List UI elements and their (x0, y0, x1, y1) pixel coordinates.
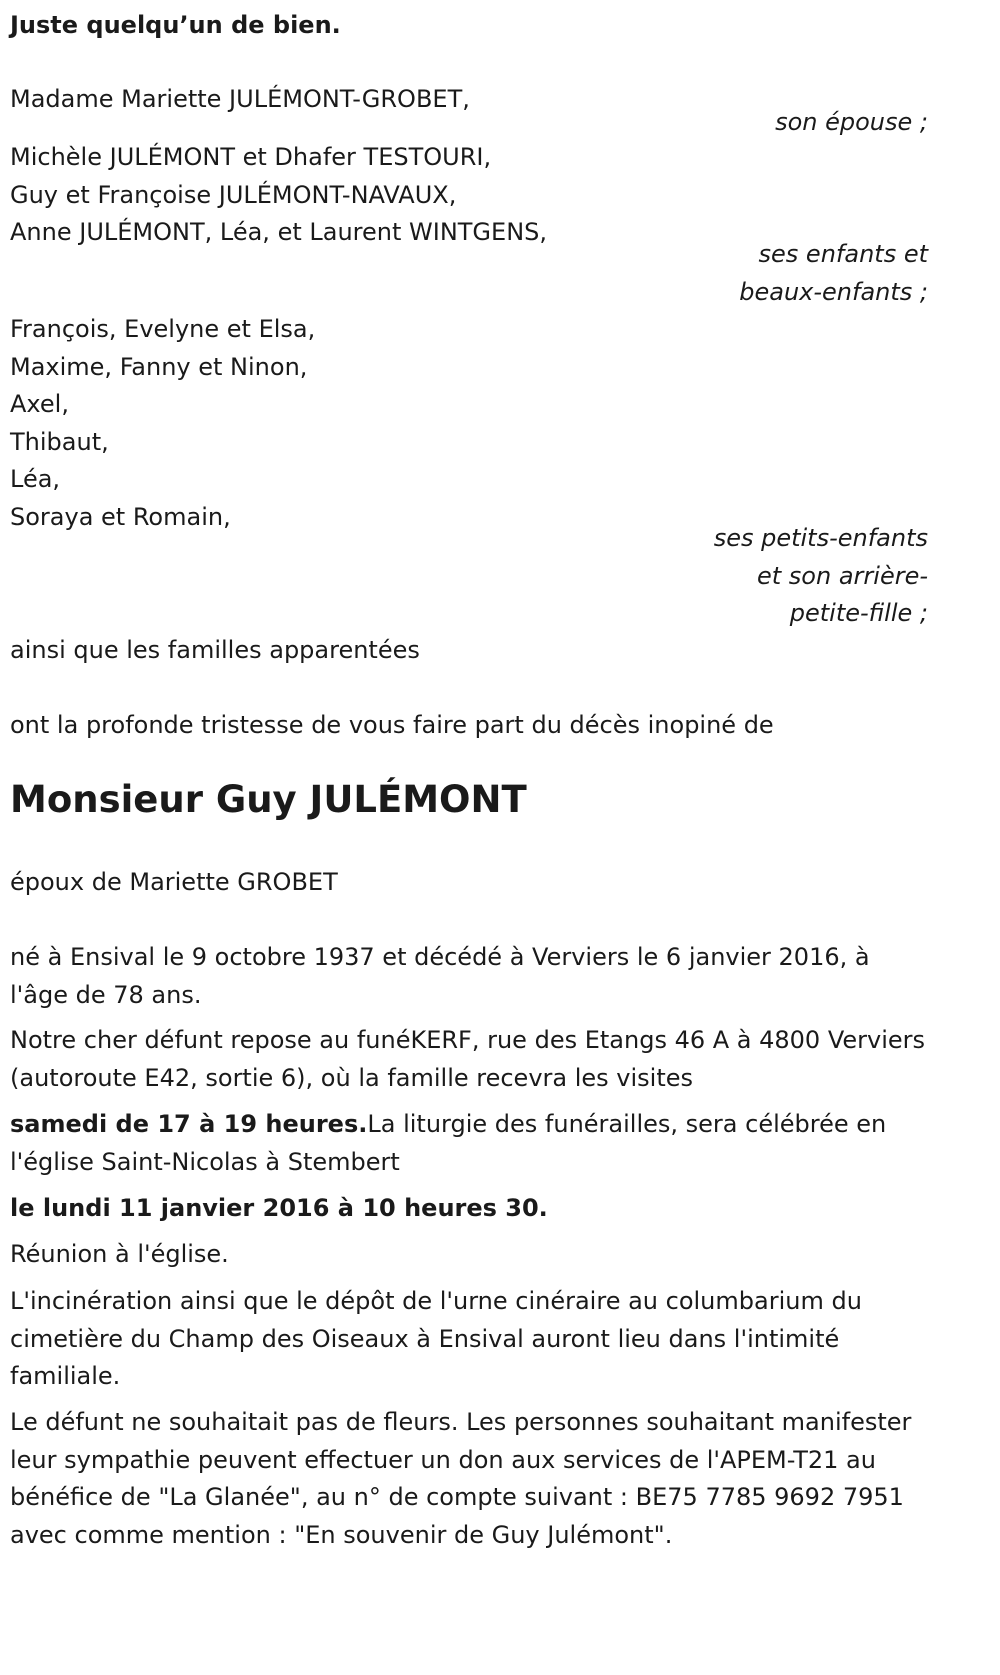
spouse-section (10, 81, 928, 141)
grandchildren-role-line: et son arrière- (757, 561, 928, 590)
children-role-line: ses enfants et (758, 240, 928, 268)
grandchildren-role (10, 520, 928, 633)
child-line: Guy et Françoise JULÉMONT-NAVAUX, (10, 180, 457, 209)
grandchild-line: Léa, (10, 465, 61, 493)
rest-place-info: Notre cher défunt repose au funéKERF, rue des Etangs 46 A à 4800 Verviers (autoroute E42, sortie 6), où la famille recevra les visites (10, 1026, 926, 1092)
children-role (10, 236, 928, 311)
spouse-name: Madame Mariette JULÉMONT-GROBET, (10, 85, 470, 113)
announcement: ont la profonde tristesse de vous faire part du décès inopiné de (10, 711, 774, 739)
children-section (10, 139, 928, 252)
grandchildren-role-line: petite-fille ; (789, 599, 928, 627)
liturgy-info: La liturgie des funérailles, sera célébrée en l'église Saint-Nicolas à Stembert (10, 1110, 887, 1176)
related-families: ainsi que les familles apparentées (10, 636, 420, 664)
grandchild-line: Axel, (10, 390, 69, 418)
grandchildren-role-line: ses petits-enfants (713, 524, 928, 552)
motto: Juste quelqu’un de bien. (10, 11, 341, 39)
children-role-line: beaux-enfants ; (739, 277, 928, 306)
grandchild-line: Thibaut, (10, 427, 109, 456)
reunion-info: Réunion à l'église. (10, 1240, 229, 1268)
grandchild-line: Soraya et Romain, (10, 502, 231, 531)
child-line: Michèle JULÉMONT et Dhafer TESTOURI, (10, 143, 492, 171)
deceased-name: Monsieur Guy JULÉMONT (10, 778, 527, 821)
grandchild-line: Maxime, Fanny et Ninon, (10, 352, 308, 381)
donation-info: Le défunt ne souhaitait pas de fleurs. Les personnes souhaitant manifester leur sympathie peuvent effectuer un don aux services de l'APEM-T21 au bénéfice de "La Glanée", au n° de compte suivant : BE75 7785 9692 7951 avec comme mention : "En souvenir de Guy Julémont". (10, 1408, 912, 1549)
grandchild-line: François, Evelyne et Elsa, (10, 315, 316, 343)
husband-of: époux de Mariette GROBET (10, 868, 338, 896)
grandchildren-section (10, 311, 928, 536)
visits-time: samedi de 17 à 19 heures. (10, 1110, 368, 1138)
funeral-date: le lundi 11 janvier 2016 à 10 heures 30. (10, 1194, 548, 1222)
visits-and-liturgy (10, 1106, 928, 1181)
birth-death-info: né à Ensival le 9 octobre 1937 et décédé à Verviers le 6 janvier 2016, à l'âge de 78 ans. (10, 943, 870, 1009)
cremation-info: L'incinération ainsi que le dépôt de l'urne cinéraire au columbarium du cimetière du Champ des Oiseaux à Ensival auront lieu dans l'intimité familiale. (10, 1287, 862, 1390)
child-line: Anne JULÉMONT, Léa, et Laurent WINTGENS, (10, 218, 548, 246)
spouse-role: son épouse ; (775, 107, 928, 136)
